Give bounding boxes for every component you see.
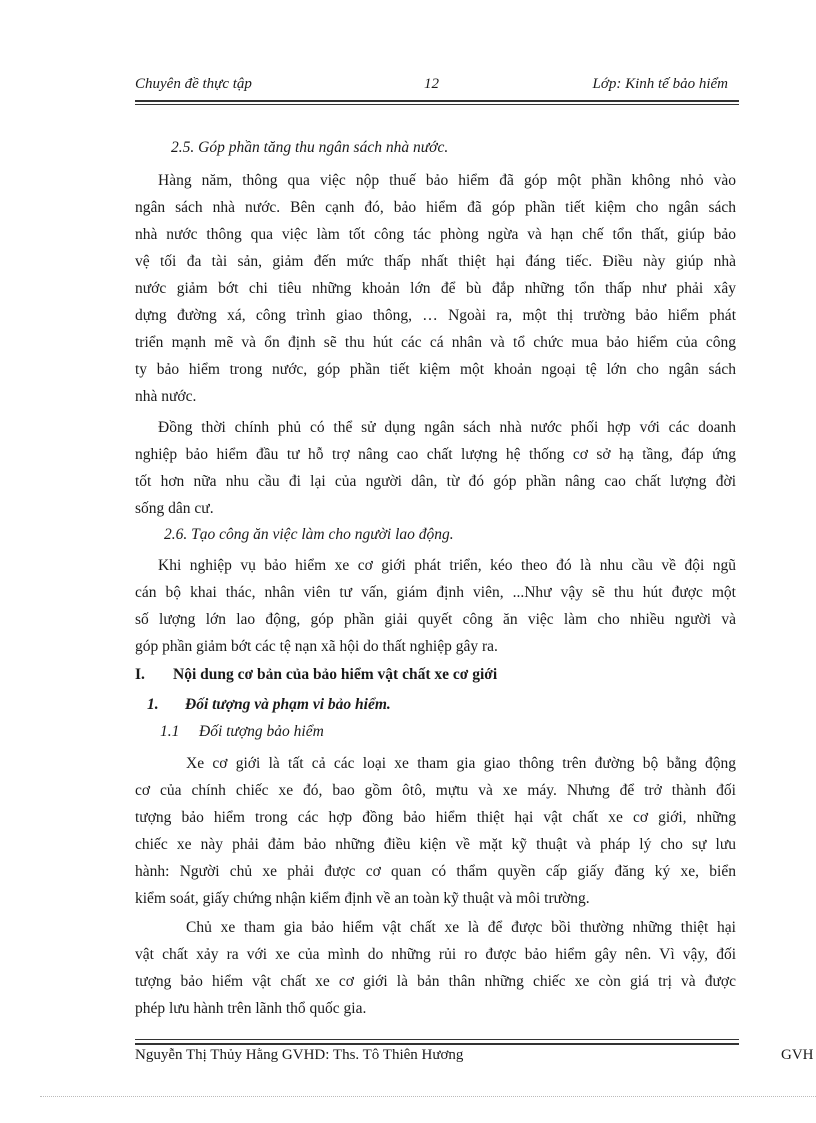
text-line: chiếc xe này phải đảm bảo những điều kiện về mặt kỹ thuật và pháp lý cho sự lưu — [135, 836, 736, 853]
page-header — [135, 76, 730, 96]
text-line: góp phần giảm bớt các tệ nạn xã hội do thất nghiệp gây ra. — [135, 638, 498, 655]
text-line: nhà nước. — [135, 388, 197, 405]
text-line: triển mạnh mẽ và ổn định sẽ thu hút các cá nhân và tổ chức mua bảo hiểm của công — [135, 334, 736, 351]
text-line: Xe cơ giới là tất cả các loại xe tham gia giao thông trên đường bộ bằng động — [186, 755, 736, 772]
section-1-1-heading: Đối tượng bảo hiểm — [199, 723, 324, 740]
header-right: Lớp: Kinh tế bảo hiểm — [592, 76, 728, 92]
text-line: tượng bảo hiểm trong các hợp đồng bảo hiểm thiệt hại vật chất xe cơ giới, những — [135, 809, 736, 826]
text-line: nước giảm bớt chi tiêu những khoản lớn để bù đắp những tổn thấp như phải xây — [135, 280, 736, 297]
header-left: Chuyên đề thực tập — [135, 76, 252, 92]
text-line: phép lưu hành trên lãnh thổ quốc gia. — [135, 1000, 367, 1017]
text-line: Hàng năm, thông qua việc nộp thuế bảo hiểm đã góp một phần không nhỏ vào — [158, 172, 736, 189]
header-rule-thin — [135, 104, 739, 105]
text-line: dựng đường xá, công trình giao thông, … Ngoài ra, một thị trường bảo hiểm phát — [135, 307, 736, 324]
text-line: nghiệp bảo hiểm đầu tư hỗ trợ nâng cao chất lượng hệ thống cơ sở hạ tầng, đáp ứng — [135, 446, 736, 463]
text-line: hành: Người chủ xe phải được cơ quan có thẩm quyền cấp giấy đăng ký xe, biển — [135, 863, 736, 880]
text-line: Khi nghiệp vụ bảo hiểm xe cơ giới phát triển, kéo theo đó là nhu cầu về đội ngũ — [158, 557, 736, 574]
header-rule — [135, 100, 739, 102]
text-line: vệ tối đa tài sản, giảm đến mức thấp nhất thiệt hại đáng tiếc. Điều này giúp nhà — [135, 253, 736, 270]
section-1-1-number: 1.1 — [160, 723, 180, 740]
text-line: vật chất xảy ra với xe của mình do những rủi ro được bảo hiểm gây nên. Vì vậy, đối — [135, 946, 736, 963]
page-edge-divider — [40, 1096, 816, 1097]
text-line: kiểm soát, giấy chứng nhận kiểm định về an toàn kỹ thuật và môi trường. — [135, 890, 590, 907]
text-line: tượng bảo hiểm vật chất xe cơ giới là bản thân những chiếc xe còn giá trị và được — [135, 973, 736, 990]
footer-rule-thin — [135, 1039, 739, 1040]
section-i-number: I. — [135, 666, 145, 683]
section-1-number: 1. — [147, 696, 159, 713]
heading-2-6: 2.6. Tạo công ăn việc làm cho người lao động. — [164, 526, 454, 543]
text-line: cán bộ khai thác, nhân viên tư vấn, giám định viên, ...Như vậy sẽ thu hút được một — [135, 584, 736, 601]
text-line: ty bảo hiểm trong nước, góp phần tiết kiệm một khoản ngoại tệ lớn cho ngân sách — [135, 361, 736, 378]
section-1-heading: Đối tượng và phạm vi bảo hiểm. — [185, 696, 391, 713]
text-line: nhà nước thông qua việc làm tốt công tác phòng ngừa và hạn chế tổn thất, giúp bảo — [135, 226, 736, 243]
text-line: Đồng thời chính phủ có thể sử dụng ngân sách nhà nước phối hợp với các doanh — [158, 419, 736, 436]
text-line: tốt hơn nữa nhu cầu đi lại của người dân, từ đó góp phần nâng cao chất lượng đời — [135, 473, 736, 490]
text-line: số lượng lớn lao động, góp phần giải quyết công ăn việc làm cho nhiều người và — [135, 611, 736, 628]
section-i-heading: Nội dung cơ bản của bảo hiểm vật chất xe cơ giới — [173, 666, 498, 683]
text-line: sống dân cư. — [135, 500, 214, 517]
footer-author: Nguyễn Thị Thủy Hằng GVHD: Ths. Tô Thiên Hương — [135, 1047, 464, 1063]
text-line: cơ của chính chiếc xe đó, bao gồm ôtô, mựtu và xe máy. Nhưng để trở thành đối — [135, 782, 736, 799]
heading-2-5: 2.5. Góp phần tăng thu ngân sách nhà nước. — [171, 139, 449, 156]
footer-right: GVH — [781, 1047, 814, 1063]
page-number: 12 — [424, 76, 439, 92]
text-line: ngân sách nhà nước. Bên cạnh đó, bảo hiểm đã góp phần tiết kiệm cho ngân sách — [135, 199, 736, 216]
text-line: Chủ xe tham gia bảo hiểm vật chất xe là để được bồi thường những thiệt hại — [186, 919, 736, 936]
